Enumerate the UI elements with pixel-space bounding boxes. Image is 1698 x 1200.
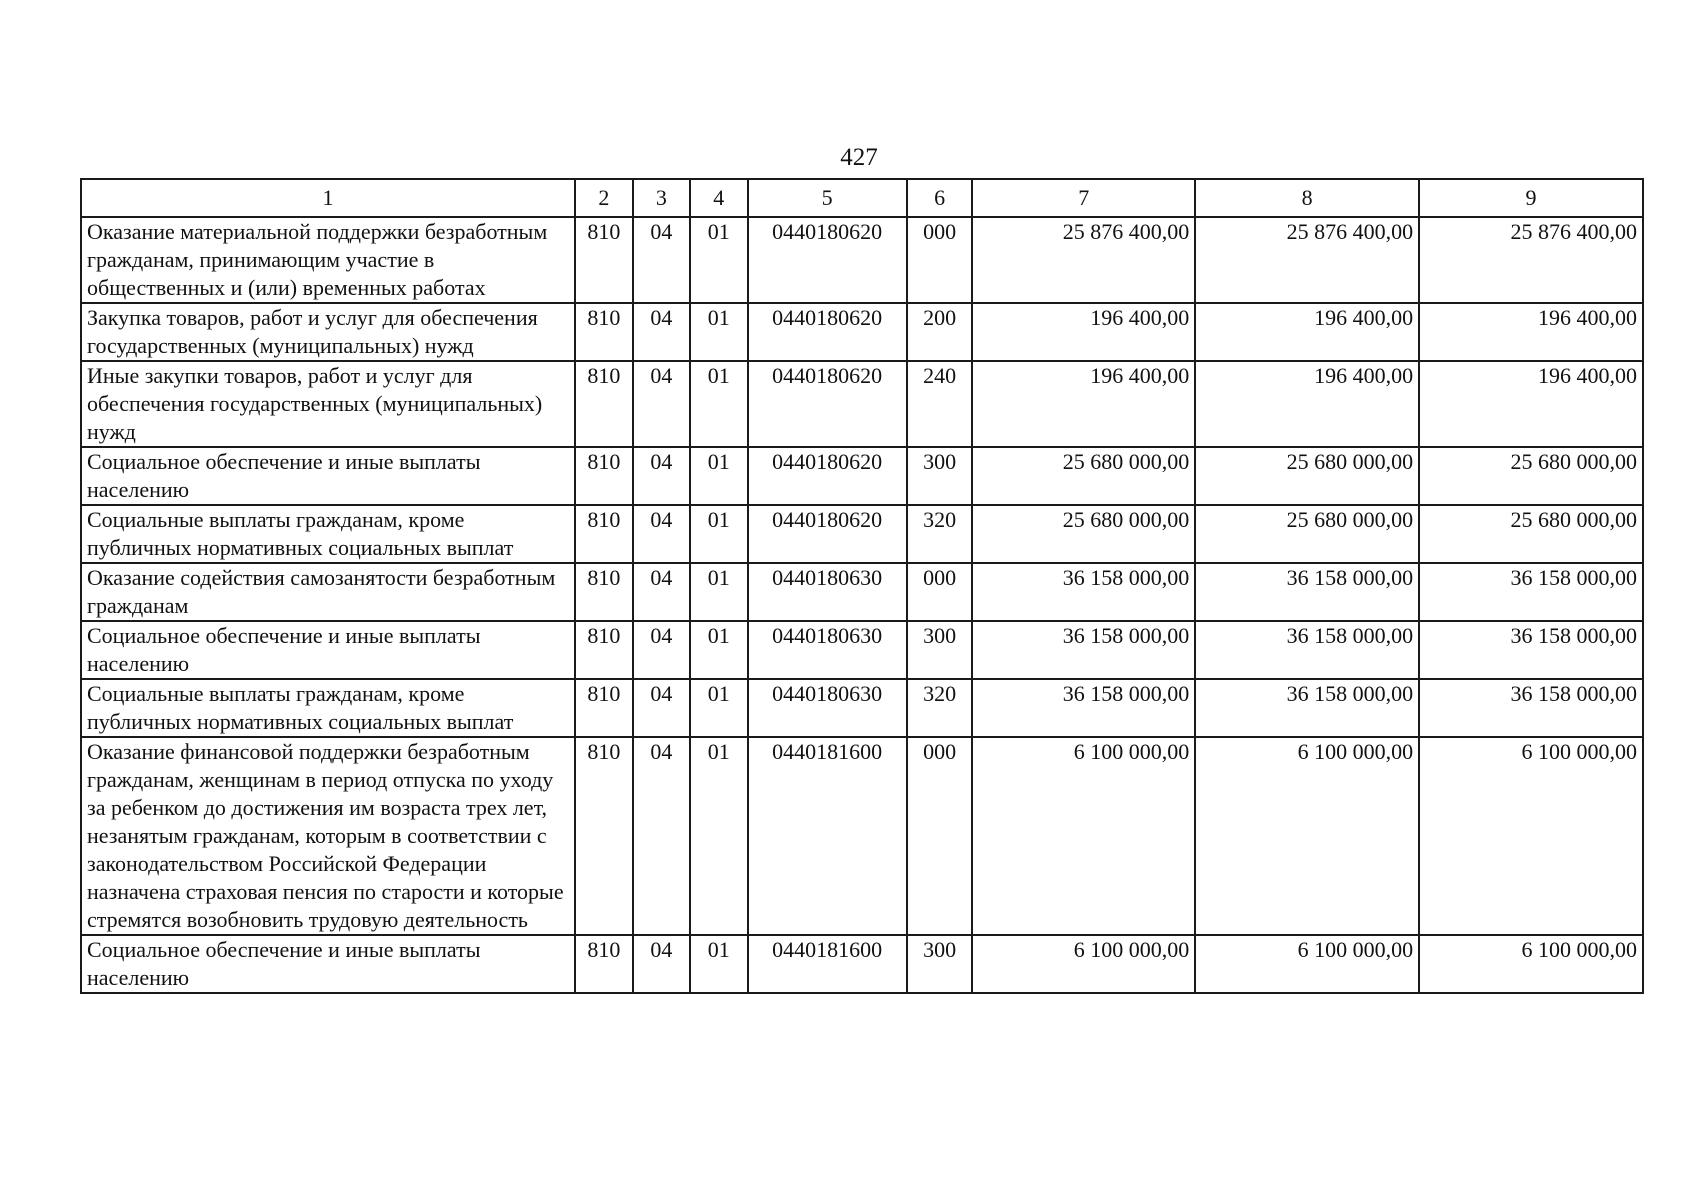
column-number: 4: [690, 179, 747, 217]
target-article-code-cell: 0440180630: [748, 621, 907, 679]
subsection-code-cell: 01: [690, 361, 747, 447]
section-code-cell: 04: [633, 303, 690, 361]
expense-type-code-cell: 000: [907, 737, 973, 935]
amount-cell-col7: 25 680 000,00: [972, 447, 1195, 505]
ministry-code-cell: 810: [575, 303, 632, 361]
section-code-cell: 04: [633, 217, 690, 303]
section-code-cell: 04: [633, 505, 690, 563]
expense-type-code-cell: 320: [907, 505, 973, 563]
section-code-cell: 04: [633, 737, 690, 935]
column-number: 2: [575, 179, 632, 217]
column-number-row: [81, 179, 1643, 217]
amount-cell-col7: 6 100 000,00: [972, 737, 1195, 935]
subsection-code-cell: 01: [690, 303, 747, 361]
ministry-code-cell: 810: [575, 737, 632, 935]
amount-cell-col7: 25 680 000,00: [972, 505, 1195, 563]
expense-name-cell: Социальные выплаты гражданам, кроме публичных нормативных социальных выплат: [81, 679, 575, 737]
section-code-cell: 04: [633, 935, 690, 993]
expense-name-cell: Закупка товаров, работ и услуг для обеспечения государственных (муниципальных) нужд: [81, 303, 575, 361]
ministry-code-cell: 810: [575, 935, 632, 993]
amount-cell-col9: 6 100 000,00: [1419, 737, 1643, 935]
amount-cell-col8: 25 876 400,00: [1195, 217, 1419, 303]
target-article-code-cell: 0440180620: [748, 303, 907, 361]
subsection-code-cell: 01: [690, 505, 747, 563]
amount-cell-col8: 36 158 000,00: [1195, 621, 1419, 679]
expense-type-code-cell: 240: [907, 361, 973, 447]
target-article-code-cell: 0440180620: [748, 505, 907, 563]
table-row: [81, 935, 1643, 993]
amount-cell-col9: 25 680 000,00: [1419, 505, 1643, 563]
section-code-cell: 04: [633, 361, 690, 447]
target-article-code-cell: 0440180620: [748, 447, 907, 505]
subsection-code-cell: 01: [690, 447, 747, 505]
column-number: 1: [81, 179, 575, 217]
column-number: 8: [1195, 179, 1419, 217]
amount-cell-col7: 6 100 000,00: [972, 935, 1195, 993]
amount-cell-col7: 36 158 000,00: [972, 621, 1195, 679]
expense-type-code-cell: 300: [907, 447, 973, 505]
target-article-code-cell: 0440180620: [748, 361, 907, 447]
target-article-code-cell: 0440181600: [748, 935, 907, 993]
amount-cell-col7: 196 400,00: [972, 303, 1195, 361]
table-row: [81, 217, 1643, 303]
ministry-code-cell: 810: [575, 679, 632, 737]
ministry-code-cell: 810: [575, 563, 632, 621]
table-row: [81, 621, 1643, 679]
page-number: 427: [840, 144, 878, 171]
table-body: [81, 217, 1643, 993]
expense-type-code-cell: 320: [907, 679, 973, 737]
amount-cell-col9: 36 158 000,00: [1419, 621, 1643, 679]
subsection-code-cell: 01: [690, 563, 747, 621]
expense-type-code-cell: 000: [907, 217, 973, 303]
table-row: [81, 361, 1643, 447]
table-row: [81, 505, 1643, 563]
table-row: [81, 303, 1643, 361]
table-row: [81, 679, 1643, 737]
table-row: [81, 737, 1643, 935]
budget-table: [80, 178, 1644, 994]
expense-name-cell: Социальное обеспечение и иные выплаты населению: [81, 621, 575, 679]
amount-cell-col8: 196 400,00: [1195, 303, 1419, 361]
amount-cell-col9: 25 680 000,00: [1419, 447, 1643, 505]
amount-cell-col9: 196 400,00: [1419, 303, 1643, 361]
subsection-code-cell: 01: [690, 935, 747, 993]
expense-type-code-cell: 300: [907, 935, 973, 993]
amount-cell-col8: 36 158 000,00: [1195, 679, 1419, 737]
column-number: 7: [972, 179, 1195, 217]
expense-name-cell: Иные закупки товаров, работ и услуг для обеспечения государственных (муниципальных) нужд: [81, 361, 575, 447]
expense-name-cell: Социальное обеспечение и иные выплаты населению: [81, 935, 575, 993]
amount-cell-col7: 25 876 400,00: [972, 217, 1195, 303]
section-code-cell: 04: [633, 447, 690, 505]
subsection-code-cell: 01: [690, 737, 747, 935]
amount-cell-col9: 36 158 000,00: [1419, 679, 1643, 737]
target-article-code-cell: 0440181600: [748, 737, 907, 935]
amount-cell-col7: 36 158 000,00: [972, 563, 1195, 621]
expense-type-code-cell: 000: [907, 563, 973, 621]
amount-cell-col8: 25 680 000,00: [1195, 505, 1419, 563]
amount-cell-col8: 36 158 000,00: [1195, 563, 1419, 621]
amount-cell-col7: 196 400,00: [972, 361, 1195, 447]
expense-type-code-cell: 300: [907, 621, 973, 679]
subsection-code-cell: 01: [690, 621, 747, 679]
expense-name-cell: Оказание финансовой поддержки безработным гражданам, женщинам в период отпуска по уходу за ребенком до достижения им возраста трех лет, незанятым гражданам, которым в соответствии с законодательством Российской Федерации назначена страховая пенсия по старости и которые стремятся возобновить трудовую деятельность: [81, 737, 575, 935]
column-number: 9: [1419, 179, 1643, 217]
amount-cell-col8: 6 100 000,00: [1195, 737, 1419, 935]
subsection-code-cell: 01: [690, 217, 747, 303]
column-number: 3: [633, 179, 690, 217]
section-code-cell: 04: [633, 679, 690, 737]
expense-name-cell: Социальные выплаты гражданам, кроме публичных нормативных социальных выплат: [81, 505, 575, 563]
section-code-cell: 04: [633, 621, 690, 679]
column-number: 6: [907, 179, 973, 217]
expense-name-cell: Социальное обеспечение и иные выплаты населению: [81, 447, 575, 505]
expense-name-cell: Оказание содействия самозанятости безработным гражданам: [81, 563, 575, 621]
amount-cell-col9: 6 100 000,00: [1419, 935, 1643, 993]
amount-cell-col8: 6 100 000,00: [1195, 935, 1419, 993]
ministry-code-cell: 810: [575, 447, 632, 505]
amount-cell-col9: 36 158 000,00: [1419, 563, 1643, 621]
ministry-code-cell: 810: [575, 505, 632, 563]
ministry-code-cell: 810: [575, 217, 632, 303]
ministry-code-cell: 810: [575, 621, 632, 679]
target-article-code-cell: 0440180630: [748, 679, 907, 737]
column-number: 5: [748, 179, 907, 217]
target-article-code-cell: 0440180630: [748, 563, 907, 621]
amount-cell-col7: 36 158 000,00: [972, 679, 1195, 737]
target-article-code-cell: 0440180620: [748, 217, 907, 303]
subsection-code-cell: 01: [690, 679, 747, 737]
section-code-cell: 04: [633, 563, 690, 621]
expense-name-cell: Оказание материальной поддержки безработным гражданам, принимающим участие в общественных и (или) временных работах: [81, 217, 575, 303]
amount-cell-col8: 196 400,00: [1195, 361, 1419, 447]
amount-cell-col9: 196 400,00: [1419, 361, 1643, 447]
table-row: [81, 447, 1643, 505]
ministry-code-cell: 810: [575, 361, 632, 447]
table-row: [81, 563, 1643, 621]
amount-cell-col8: 25 680 000,00: [1195, 447, 1419, 505]
amount-cell-col9: 25 876 400,00: [1419, 217, 1643, 303]
expense-type-code-cell: 200: [907, 303, 973, 361]
